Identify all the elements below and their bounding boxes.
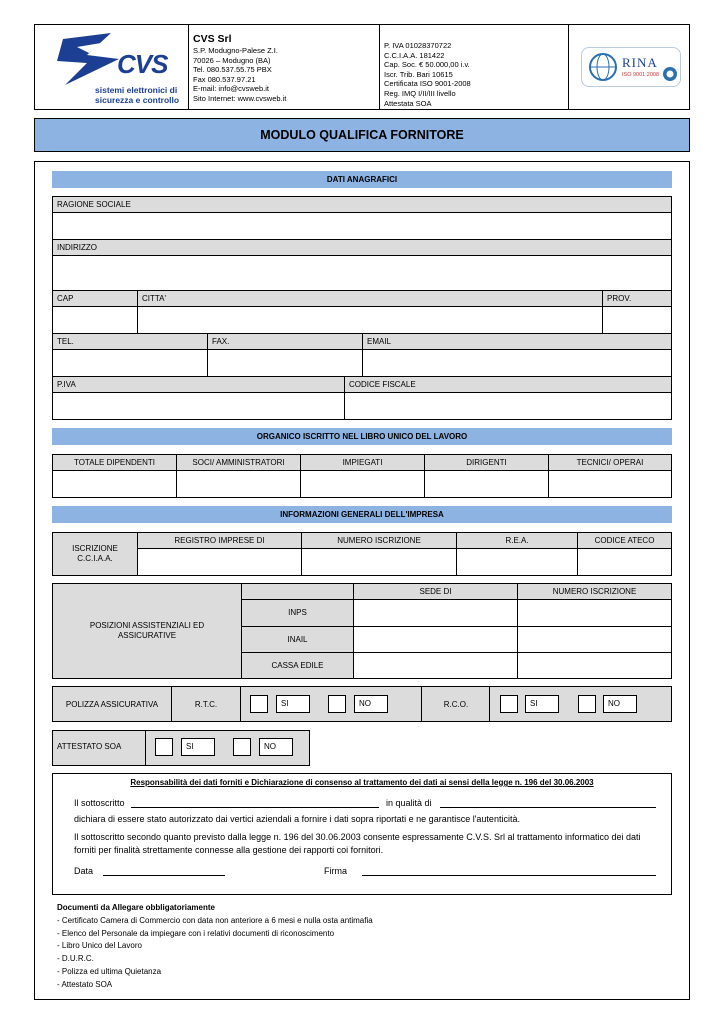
documents-list	[57, 902, 373, 992]
legal-line: C.C.I.A.A. 181422	[384, 50, 445, 60]
logo-tagline-2: sicurezza e controllo	[95, 95, 180, 105]
codice-fiscale-field[interactable]	[344, 392, 672, 420]
company-line: S.P. Modugno-Palese Z.I.	[193, 46, 278, 55]
inail-sede-field[interactable]	[353, 626, 518, 653]
document-item: - Polizza ed ultima Quietanza	[57, 966, 162, 976]
sottoscritto-line[interactable]	[131, 807, 379, 808]
codice-ateco-field[interactable]	[577, 548, 672, 576]
soa-si-label: SI	[181, 738, 215, 756]
legal-line: Attestata SOA	[384, 98, 432, 108]
label-qualita: in qualità di	[386, 798, 432, 808]
company-line: Tel. 080.537.55.75 PBX	[193, 65, 272, 75]
soa-no-checkbox[interactable]	[233, 738, 251, 756]
iqnet-icon	[662, 66, 678, 82]
section-header-informazioni: INFORMAZIONI GENERALI DELL'IMPRESA	[52, 506, 672, 523]
col-rea: R.E.A.	[456, 532, 578, 549]
label-tel: TEL.	[52, 333, 208, 350]
divider	[489, 686, 490, 722]
soci-amministratori-field[interactable]	[176, 470, 301, 498]
label-ragione-sociale: RAGIONE SOCIALE	[52, 196, 672, 213]
piva-field[interactable]	[52, 392, 345, 420]
label-rtc: R.T.C.	[194, 699, 218, 709]
posizioni-header-blank	[241, 583, 354, 600]
declaration-box	[52, 773, 672, 895]
rea-field[interactable]	[456, 548, 578, 576]
rina-certification-logo	[581, 47, 681, 87]
label-indirizzo: INDIRIZZO	[52, 239, 672, 256]
page-title: MODULO QUALIFICA FORNITORE	[34, 118, 690, 152]
company-line: Sito Internet: www.cvsweb.it	[193, 93, 287, 103]
company-info	[193, 33, 378, 104]
dirigenti-field[interactable]	[424, 470, 549, 498]
soa-si-checkbox[interactable]	[155, 738, 173, 756]
company-line: E-mail: info@cvsweb.it	[193, 84, 269, 94]
label-email: EMAIL	[362, 333, 672, 350]
divider	[145, 730, 146, 766]
documents-title: Documenti da Allegare obbligatoriamente	[57, 903, 215, 912]
tecnici-operai-field[interactable]	[548, 470, 672, 498]
document-item: - D.U.R.C.	[57, 954, 94, 964]
label-prov: PROV.	[602, 290, 672, 307]
label-piva: P.IVA	[52, 376, 345, 393]
rtc-si-checkbox[interactable]	[250, 695, 268, 713]
totale-dipendenti-field[interactable]	[52, 470, 177, 498]
cap-field[interactable]	[52, 306, 138, 334]
col-totale-dipendenti: TOTALE DIPENDENTI	[52, 454, 177, 471]
rco-si-label: SI	[525, 695, 559, 713]
prov-field[interactable]	[602, 306, 672, 334]
logo-brand: CVS	[117, 49, 168, 79]
label-polizza-assicurativa: POLIZZA ASSICURATIVA	[65, 699, 159, 709]
letterhead	[34, 24, 690, 110]
rtc-no-label: NO	[354, 695, 388, 713]
data-line[interactable]	[103, 875, 225, 876]
legal-line: Iscr. Trib. Bari 10615	[384, 69, 453, 79]
document-item: - Certificato Camera di Commercio con data non anteriore a 6 mesi e nulla osta antimafia	[57, 915, 373, 925]
inail-numero-field[interactable]	[517, 626, 672, 653]
col-codice-ateco: CODICE ATECO	[577, 532, 672, 549]
rtc-no-checkbox[interactable]	[328, 695, 346, 713]
label-data: Data	[74, 866, 94, 876]
qualita-line[interactable]	[440, 807, 656, 808]
iso-text: ISO 9001:2008	[622, 72, 660, 78]
label-inail: INAIL	[241, 626, 354, 653]
label-attestato-soa: ATTESTATO SOA	[57, 742, 122, 751]
legal-line: Cap. Soc. € 50.000,00 i.v.	[384, 60, 470, 70]
col-sede-di: SEDE DI	[353, 583, 518, 600]
col-registro-imprese: REGISTRO IMPRESE DI	[137, 532, 302, 549]
label-citta: CITTA'	[137, 290, 603, 307]
company-line: Fax 080.537.97.21	[193, 74, 256, 84]
registro-imprese-field[interactable]	[137, 548, 302, 576]
label-rco: R.C.O.	[443, 699, 469, 709]
divider	[240, 686, 241, 722]
col-soci-amministratori: SOCI/ AMMINISTRATORI	[176, 454, 301, 471]
firma-line[interactable]	[362, 875, 656, 876]
col-numero-iscrizione: NUMERO ISCRIZIONE	[301, 532, 457, 549]
document-item: - Attestato SOA	[57, 979, 113, 989]
cvs-logo	[43, 29, 191, 109]
legal-line: Reg. IMQ I/II/III livello	[384, 88, 456, 98]
indirizzo-field[interactable]	[52, 255, 672, 291]
section-header-anagrafici: DATI ANAGRAFICI	[52, 171, 672, 188]
label-posizioni-assicurative: POSIZIONI ASSISTENZIALI ED ASSICURATIVE	[52, 583, 242, 679]
col-numero-iscrizione-pos: NUMERO ISCRIZIONE	[517, 583, 672, 600]
company-name: CVS Srl	[193, 33, 232, 45]
declaration-title: Responsabilità dei dati forniti e Dichiarazione di consenso al trattamento dei dati ai sensi della legge n. 196 del 30.06.2003	[130, 778, 594, 787]
inps-sede-field[interactable]	[353, 599, 518, 627]
impiegati-field[interactable]	[300, 470, 425, 498]
citta-field[interactable]	[137, 306, 603, 334]
col-impiegati: IMPIEGATI	[300, 454, 425, 471]
rco-si-checkbox[interactable]	[500, 695, 518, 713]
rina-text: RINA	[622, 55, 658, 70]
legal-line: Certificata ISO 9001-2008	[384, 79, 471, 89]
ragione-sociale-field[interactable]	[52, 212, 672, 240]
label-iscrizione-cciaa: ISCRIZIONE C.C.I.A.A.	[52, 532, 138, 576]
col-dirigenti: DIRIGENTI	[424, 454, 549, 471]
label-fax: FAX.	[207, 333, 363, 350]
rtc-si-label: SI	[276, 695, 310, 713]
cassa-edile-sede-field[interactable]	[353, 652, 518, 679]
label-inps: INPS	[241, 599, 354, 627]
document-item: - Elenco del Personale da impiegare con i relativi documenti di riconoscimento	[57, 928, 335, 938]
section-header-organico: ORGANICO ISCRITTO NEL LIBRO UNICO DEL LAVORO	[52, 428, 672, 445]
col-tecnici-operai: TECNICI/ OPERAI	[548, 454, 672, 471]
declaration-text-1: dichiara di essere stato autorizzato dai vertici aziendali a fornire i dati sopra riportati e ne garantisce l'autenticità.	[74, 814, 520, 824]
declaration-text-2b: forniti per finalità strettamente connesse alla gestione dei rapporti coi fornitori.	[74, 845, 384, 855]
inps-numero-field[interactable]	[517, 599, 672, 627]
label-cap: CAP	[52, 290, 138, 307]
legal-line: P. IVA 01028370722	[384, 41, 452, 50]
company-line: 70026 – Modugno (BA)	[193, 55, 271, 65]
logo-tagline-1: sistemi elettronici di	[95, 85, 178, 95]
email-field[interactable]	[362, 349, 672, 377]
cassa-edile-numero-field[interactable]	[517, 652, 672, 679]
label-codice-fiscale: CODICE FISCALE	[344, 376, 672, 393]
rco-no-label: NO	[603, 695, 637, 713]
document-item: - Libro Unico del Lavoro	[57, 941, 142, 951]
fax-field[interactable]	[207, 349, 363, 377]
label-firma: Firma	[324, 866, 347, 876]
label-sottoscritto: Il sottoscritto	[74, 798, 125, 808]
rco-no-checkbox[interactable]	[578, 695, 596, 713]
legal-info	[384, 41, 569, 108]
label-cassa-edile: CASSA EDILE	[241, 652, 354, 679]
numero-iscrizione-field[interactable]	[301, 548, 457, 576]
tel-field[interactable]	[52, 349, 208, 377]
globe-icon	[588, 52, 618, 82]
declaration-text-2a: Il sottoscritto secondo quanto previsto dalla legge n. 196 del 30.06.2003 consente espressamente C.V.S. Srl al trattamento informatico dei dati	[74, 832, 641, 842]
soa-no-label: NO	[259, 738, 293, 756]
